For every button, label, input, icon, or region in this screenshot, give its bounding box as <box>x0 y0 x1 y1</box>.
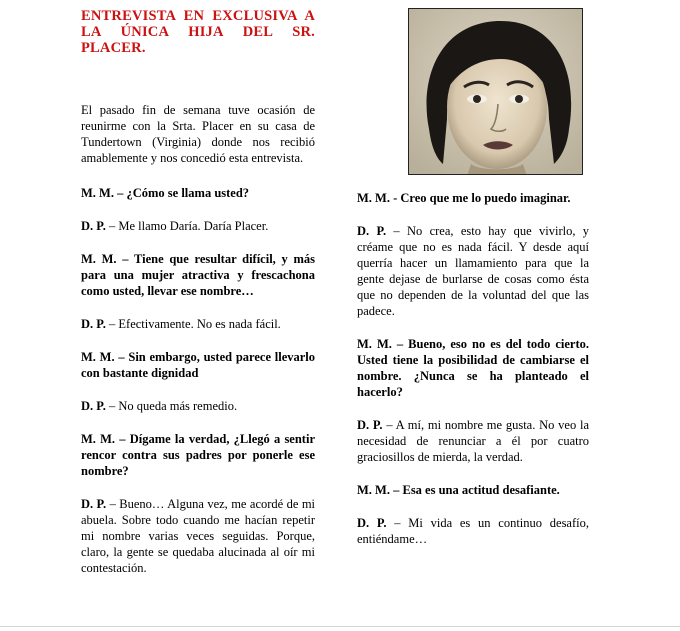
qa-paragraph <box>81 398 315 414</box>
qa-paragraph <box>357 515 589 547</box>
speaker-label: D. P. <box>81 317 106 331</box>
speaker-separator: – <box>389 483 403 497</box>
speaker-separator: – <box>105 399 119 413</box>
page-divider <box>0 626 680 627</box>
right-column <box>357 190 589 564</box>
speaker-label: M. M. <box>81 186 114 200</box>
right-interview <box>357 190 589 547</box>
portrait-image <box>409 9 583 175</box>
qa-paragraph <box>81 251 315 299</box>
answer-text: No crea, esto hay que vivirlo, y créame que no es nada fácil. Y desde aquí querría hacer un llamamiento para que la gente dejase de burlarse de cosas como ésta que no dependen de la voluntad del que las padece. <box>357 224 590 318</box>
qa-paragraph <box>81 218 315 234</box>
article-title: ENTREVISTA EN EXCLUSIVA A LA ÚNICA HIJA DEL SR. PLACER. <box>81 8 315 56</box>
portrait-photo <box>408 8 583 175</box>
speaker-label: M. M. <box>81 350 115 364</box>
left-interview <box>81 185 315 576</box>
left-column <box>81 8 315 593</box>
speaker-label: D. P. <box>81 219 106 233</box>
intro-paragraph: El pasado fin de semana tuve ocasión de reunirme con la Srta. Placer en su casa de Tundertown (Virginia) donde nos recibió amablemente y nos concedió esta entrevista. <box>81 103 315 165</box>
qa-paragraph <box>81 185 315 201</box>
speaker-separator: – <box>114 350 129 364</box>
speaker-separator: – <box>391 337 409 351</box>
speaker-separator: - <box>389 191 401 205</box>
speaker-separator: – <box>105 317 119 331</box>
speaker-label: D. P. <box>357 418 383 432</box>
speaker-separator: – <box>105 219 119 233</box>
speaker-separator: – <box>382 418 396 432</box>
speaker-separator: – <box>386 516 409 530</box>
answer-text: Efectivamente. No es nada fácil. <box>118 317 281 331</box>
speaker-label: D. P. <box>81 399 106 413</box>
qa-paragraph <box>357 336 589 400</box>
qa-paragraph <box>357 190 589 206</box>
qa-paragraph <box>357 482 589 498</box>
speaker-label: D. P. <box>357 516 387 530</box>
answer-text: Me llamo Daría. Daría Placer. <box>118 219 269 233</box>
question-text: Sin embargo, usted parece llevarlo con bastante dignidad <box>81 350 316 380</box>
answer-text: Bueno… Alguna vez, me acordé de mi abuela. Sobre todo cuando me hacían repetir mi nombre varias veces seguidas. Porque, claro, la gente se quedaba alucinada al oír mi contestación. <box>81 497 316 575</box>
speaker-label: M. M. <box>357 191 390 205</box>
qa-paragraph <box>81 496 315 576</box>
speaker-label: M. M. <box>357 337 392 351</box>
answer-text: A mí, mi nombre me gusta. No veo la necesidad de renunciar a él por cuatro graciosillos de mierda, la verdad. <box>357 418 590 464</box>
qa-paragraph <box>357 417 589 465</box>
question-text: Creo que me lo puedo imaginar. <box>400 191 571 205</box>
speaker-label: D. P. <box>357 224 387 238</box>
speaker-separator: – <box>116 252 135 266</box>
speaker-separator: – <box>113 186 127 200</box>
question-text: Bueno, eso no es del todo cierto. Usted tiene la posibilidad de cambiarse el nombre. ¿Nunca se ha planteado el hacerlo? <box>357 337 589 399</box>
speaker-separator: – <box>106 497 120 511</box>
question-text: Tiene que resultar difícil, y más para una mujer atractiva y frescachona como usted, llevar ese nombre… <box>81 252 315 298</box>
qa-paragraph <box>357 223 589 319</box>
speaker-label: M. M. <box>357 483 390 497</box>
answer-text: No queda más remedio. <box>118 399 238 413</box>
qa-paragraph <box>81 431 315 479</box>
question-text: ¿Cómo se llama usted? <box>126 186 250 200</box>
question-text: Dígame la verdad, ¿Llegó a sentir rencor contra sus padres por ponerle ese nombre? <box>81 432 315 478</box>
speaker-separator: – <box>115 432 130 446</box>
qa-paragraph <box>81 349 315 381</box>
qa-paragraph <box>81 316 315 332</box>
question-text: Esa es una actitud desafiante. <box>402 483 560 497</box>
answer-text: Mi vida es un continuo desafío, entiéndame… <box>357 516 589 546</box>
speaker-separator: – <box>386 224 407 238</box>
speaker-label: M. M. <box>81 432 116 446</box>
speaker-label: D. P. <box>81 497 107 511</box>
speaker-label: M. M. <box>81 252 117 266</box>
